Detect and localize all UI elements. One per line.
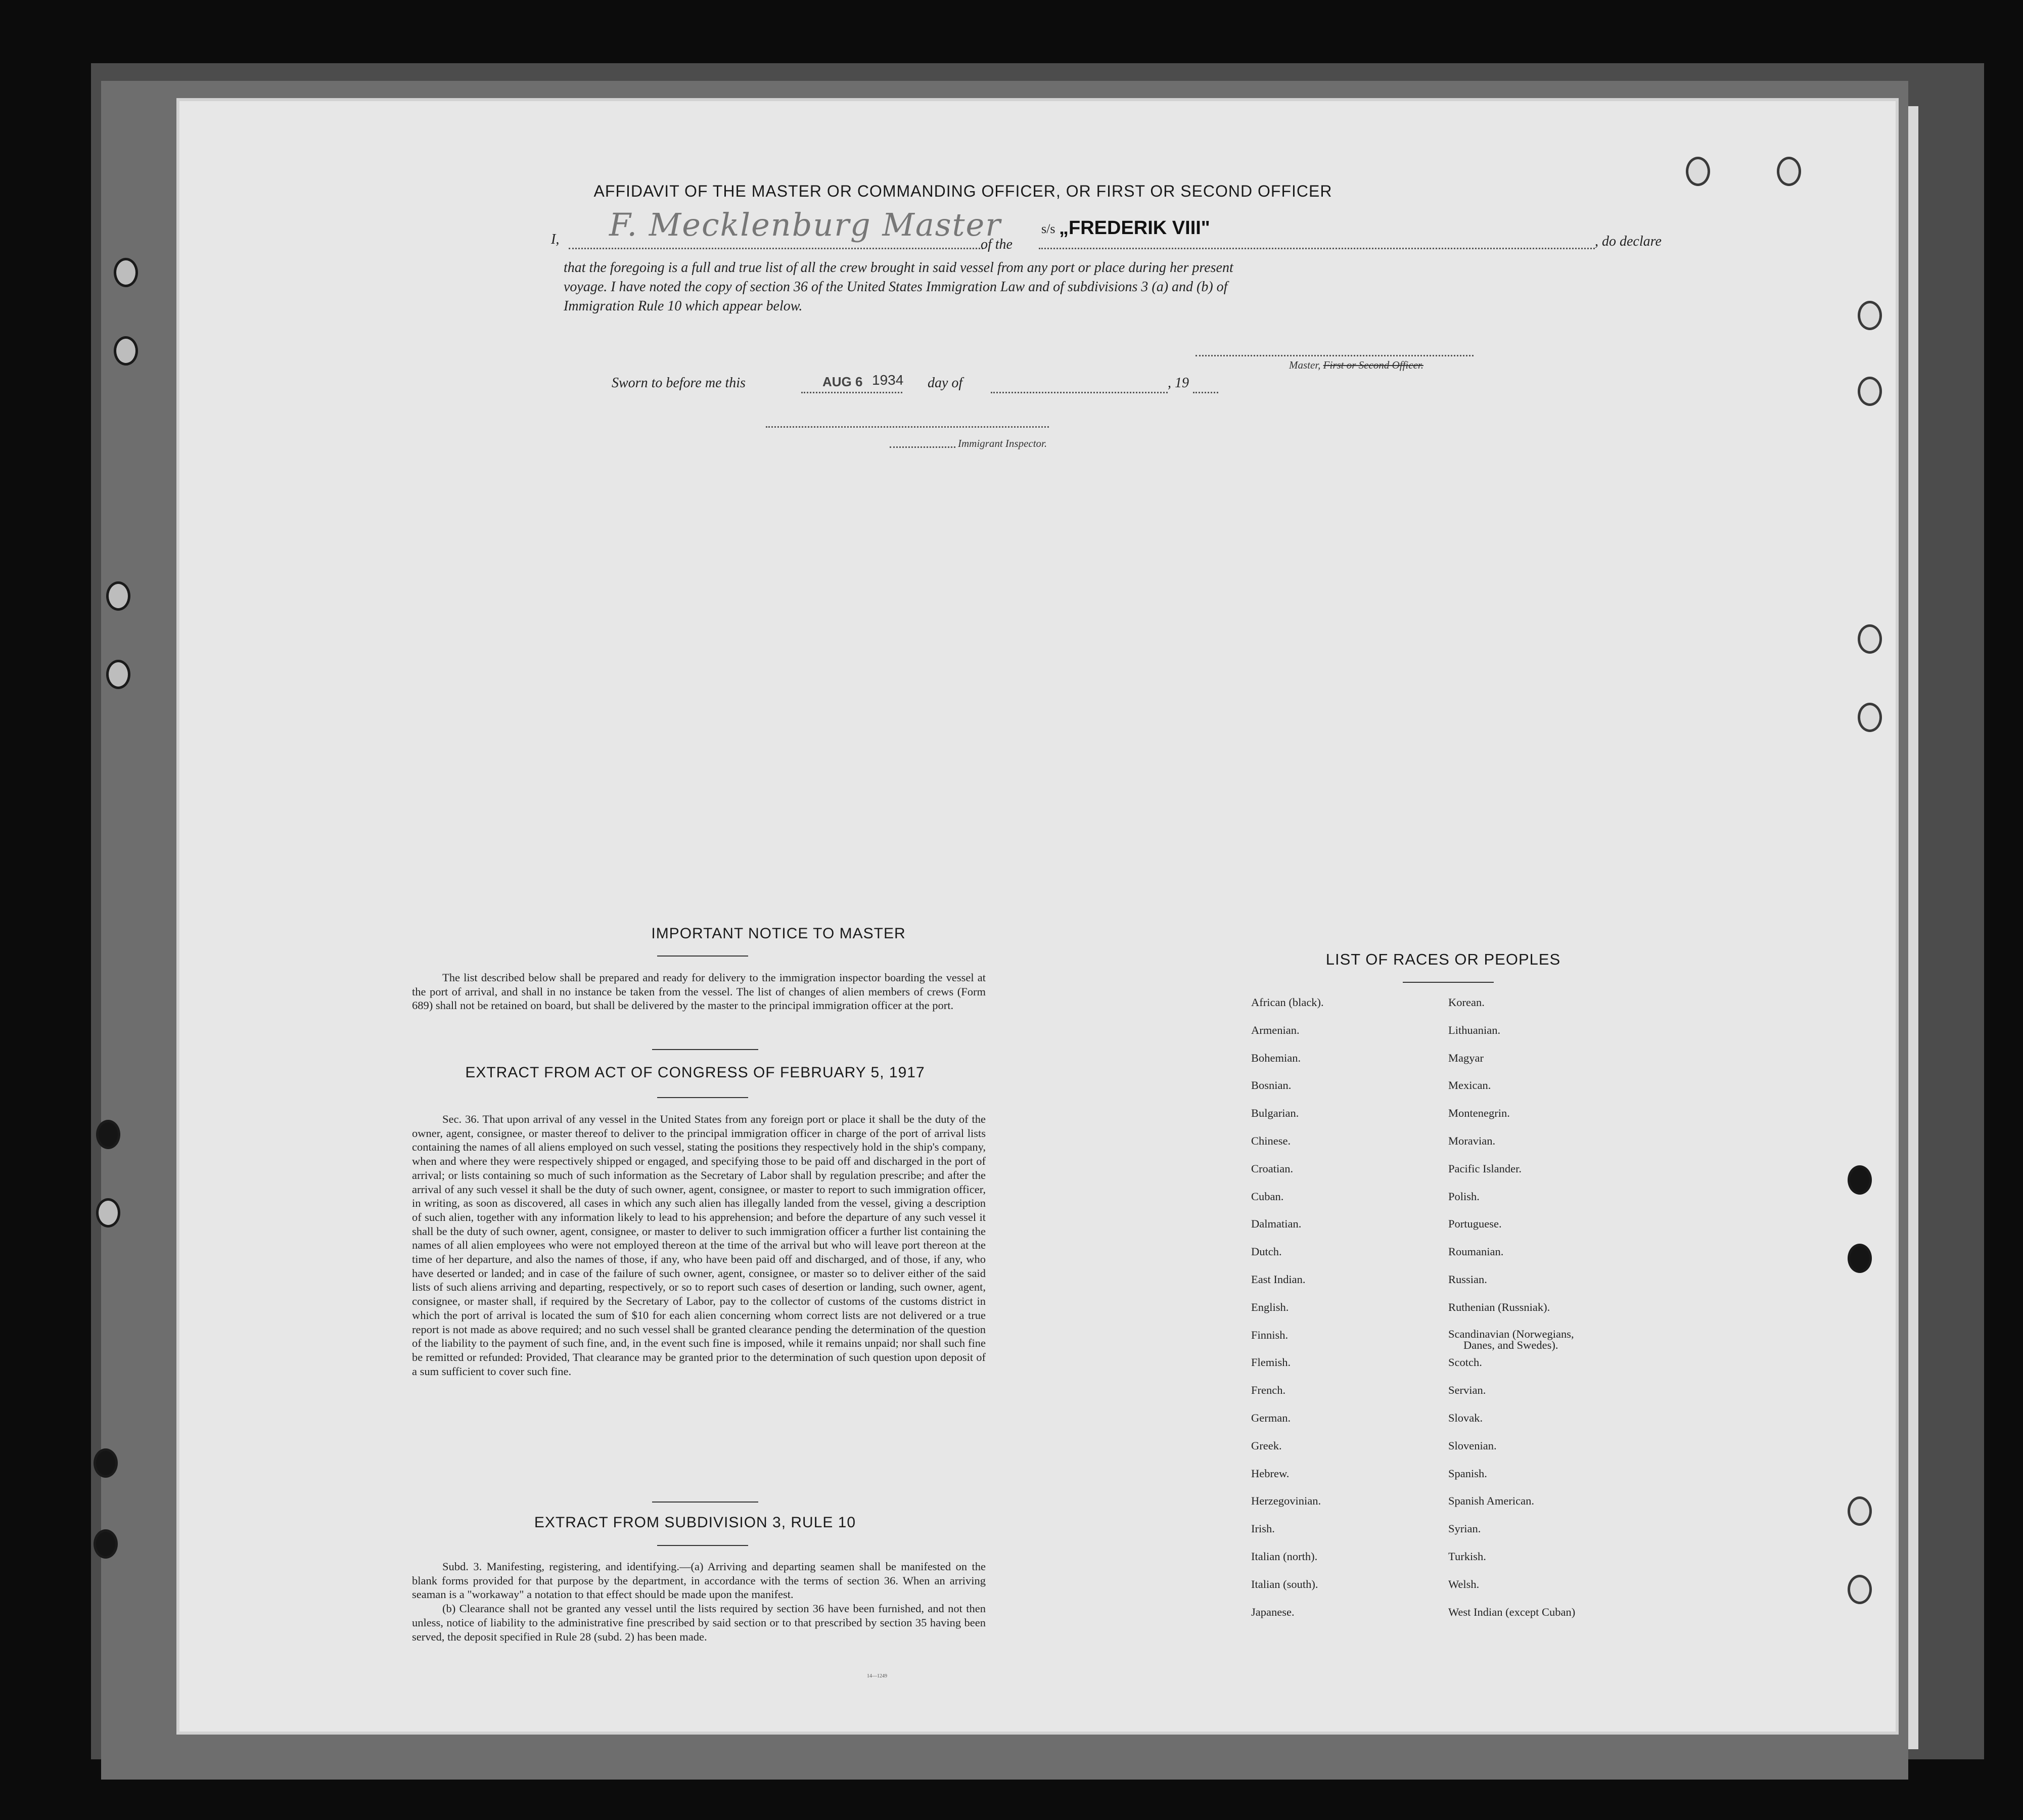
races-title: LIST OF RACES OR PEOPLES bbox=[1325, 950, 1561, 968]
race-item: Bosnian. bbox=[1251, 1079, 1292, 1092]
race-item: Italian (south). bbox=[1251, 1577, 1318, 1590]
race-item bbox=[1448, 1329, 1575, 1356]
affidavit-title: AFFIDAVIT OF THE MASTER OR COMMANDING OFFICER, OR FIRST OR SECOND OFFICER bbox=[593, 182, 1332, 200]
race-item: Ruthenian (Russniak). bbox=[1448, 1300, 1550, 1313]
race-item: African (black). bbox=[1251, 996, 1324, 1009]
punch-hole-icon bbox=[1686, 157, 1710, 186]
master-role-label bbox=[1289, 359, 1423, 372]
inspector-label-line bbox=[890, 446, 955, 448]
race-item-scandinavian: Scandinavian (Norwegians, bbox=[1448, 1327, 1574, 1340]
punch-hole-icon bbox=[1858, 377, 1882, 406]
race-item: Slovenian. bbox=[1448, 1439, 1497, 1452]
race-item: Pacific Islander. bbox=[1448, 1162, 1522, 1175]
notice-text bbox=[412, 971, 986, 1013]
punch-hole-icon bbox=[1848, 1496, 1872, 1526]
race-item: Chinese. bbox=[1251, 1134, 1291, 1147]
signature-line bbox=[569, 248, 983, 249]
race-item: Slovak. bbox=[1448, 1411, 1483, 1424]
race-item: Cuban. bbox=[1251, 1190, 1284, 1203]
punch-hole-icon bbox=[1848, 1244, 1872, 1273]
race-item: Portuguese. bbox=[1448, 1217, 1502, 1231]
races-rule bbox=[1403, 982, 1494, 983]
race-item: Dalmatian. bbox=[1251, 1217, 1302, 1231]
race-item: Bulgarian. bbox=[1251, 1107, 1299, 1120]
race-item: German. bbox=[1251, 1411, 1291, 1424]
race-item: Finnish. bbox=[1251, 1328, 1289, 1341]
race-item: West Indian (except Cuban) bbox=[1448, 1605, 1576, 1618]
race-item-scandinavian-cont: Danes, and Swedes). bbox=[1463, 1338, 1558, 1351]
punch-hole-icon bbox=[1858, 703, 1882, 732]
race-item: Irish. bbox=[1251, 1522, 1275, 1535]
master-role-officer: First or Second Officer. bbox=[1323, 359, 1423, 371]
binder-hole-icon bbox=[114, 336, 138, 366]
notice-paragraph: The list described below shall be prepared and ready for delivery to the immigration inspector boarding the vessel at the port of arrival, and shall in no instance be taken from the vessel. The list of changes of alien members of crews (Form 689) shall not be retained on board, but shall be delivered by the master to the principal immigration officer at the port. bbox=[412, 971, 986, 1012]
sworn-label: Sworn to before me this bbox=[612, 375, 746, 391]
races-right-column bbox=[1448, 996, 1575, 1633]
inspector-label: Immigrant Inspector. bbox=[958, 437, 1047, 449]
race-item: Hebrew. bbox=[1251, 1467, 1290, 1480]
race-item: Servian. bbox=[1448, 1384, 1486, 1397]
binder-hole-icon bbox=[106, 660, 130, 689]
day-of-label: day of bbox=[928, 375, 963, 391]
race-item: French. bbox=[1251, 1384, 1286, 1397]
act-top-rule bbox=[652, 1049, 758, 1050]
vessel-line bbox=[1039, 248, 1595, 249]
races-left-column bbox=[1251, 996, 1324, 1633]
month-line bbox=[991, 392, 1168, 393]
year-line bbox=[1193, 392, 1218, 393]
act-extract-text bbox=[412, 1112, 986, 1378]
act-title-rule bbox=[657, 1097, 748, 1098]
race-item: Bohemian. bbox=[1251, 1051, 1301, 1064]
binder-hole-icon bbox=[94, 1529, 118, 1559]
rule-paragraph-a: Subd. 3. Manifesting, registering, and identifying.—(a) Arriving and departing seamen shall be manifested on the blank forms provided for that purpose by the department, in accordance with the terms of section 36. When an arriving seaman is a "workaway" a notation to that effect should be made upon the manifest. bbox=[412, 1560, 986, 1601]
rule-title-rule bbox=[657, 1545, 748, 1546]
year-label: , 19 bbox=[1168, 375, 1189, 391]
date-stamp-day: AUG 6 bbox=[822, 374, 863, 389]
race-item: Italian (north). bbox=[1251, 1550, 1318, 1563]
immigration-form-page bbox=[179, 101, 1896, 1732]
form-code: 14—1249 bbox=[867, 1673, 887, 1679]
race-item: Montenegrin. bbox=[1448, 1107, 1510, 1120]
binder-hole-icon bbox=[114, 258, 138, 287]
inspector-signature-line bbox=[766, 426, 1049, 428]
punch-hole-icon bbox=[1777, 157, 1801, 186]
race-item: Dutch. bbox=[1251, 1245, 1282, 1258]
race-item: Greek. bbox=[1251, 1439, 1282, 1452]
race-item: Scotch. bbox=[1448, 1356, 1482, 1369]
race-item: Croatian. bbox=[1251, 1162, 1294, 1175]
rule-top-rule bbox=[652, 1502, 758, 1503]
vessel-prefix: s/s bbox=[1041, 221, 1055, 236]
affidavit-body-line-2: voyage. I have noted the copy of section 36 of the United States Immigration Law and of subdivisions 3 (a) and (b) of bbox=[564, 279, 1228, 295]
punch-hole-icon bbox=[1848, 1165, 1872, 1195]
rule-extract-text bbox=[412, 1560, 986, 1644]
notice-rule bbox=[657, 956, 748, 957]
race-item: Armenian. bbox=[1251, 1023, 1300, 1036]
race-item: Lithuanian. bbox=[1448, 1023, 1501, 1036]
master-signature: F. Mecklenburg Master bbox=[609, 206, 1001, 243]
of-the-label: of the bbox=[981, 237, 1013, 252]
race-item: Polish. bbox=[1448, 1190, 1480, 1203]
race-item: Spanish American. bbox=[1448, 1494, 1534, 1508]
binder-hole-icon bbox=[96, 1120, 120, 1149]
race-item: Magyar bbox=[1448, 1051, 1484, 1064]
punch-hole-icon bbox=[1848, 1575, 1872, 1604]
date-stamp-year: 1934 bbox=[872, 372, 904, 388]
rule-paragraph-b: (b) Clearance shall not be granted any vessel until the lists required by section 36 have been furnished, and not then unless, notice of liability to the administrative fine prescribed by said section or to that prescribed by section 35 having been served, the deposit specified in Rule 28 (subd. 2) has been made. bbox=[412, 1602, 986, 1643]
race-item: Korean. bbox=[1448, 996, 1485, 1009]
race-item: East Indian. bbox=[1251, 1272, 1306, 1286]
master-role-master: Master, bbox=[1289, 359, 1321, 371]
race-item: Welsh. bbox=[1448, 1577, 1480, 1590]
race-item: Mexican. bbox=[1448, 1079, 1491, 1092]
race-item: Roumanian. bbox=[1448, 1245, 1504, 1258]
rule-extract-title: EXTRACT FROM SUBDIVISION 3, RULE 10 bbox=[534, 1514, 856, 1531]
act-paragraph: Sec. 36. That upon arrival of any vessel in the United States from any foreign port or place it shall be the duty of the owner, agent, consignee, or master thereof to deliver to the principal immigration officer in charge of the port of arrival lists containing the names of all aliens employed on such vessel, stating the positions they respectively hold in the ship's company, when and where they were respectively shipped or engaged, and specifying those to be paid off and discharged in the port of arrival; or lists containing so much of such information as the Secretary of Labor shall by regulation prescribe; and after the arrival of any such vessel it shall be the duty of such owner, agent, consignee, or master to report to such immigration officer, in writing, as soon as discovered, all cases in which any such alien has illegally landed from the vessel, giving a description of such alien, together with any information likely to lead to his apprehension; and before the departure of any such vessel it shall be the duty of such owner, agent, consignee, or master to deliver to such immigration officer a further list containing the names of all alien employees who were not employed thereon at the time of the arrival but who will leave port thereon at the time of her departure, and also the names of those, if any, who have been paid off and discharged, and of those, if any, who have deserted or landed; and in case of the failure of such owner, agent, consignee, or master so to deliver either of the said lists of such aliens arriving and departing, respectively, or so to report such cases of desertion or landing, such owner, agent, consignee, or master shall, if required by the Secretary of Labor, pay to the collector of customs of the customs district in which the port of arrival is located the sum of $10 for each alien concerning whom correct lists are not delivered or a true report is not made as above required; and no such vessel shall be granted clearance pending the determination of the question of the liability to the payment of such fine, and, in the event such fine is imposed, while it remains unpaid; nor shall such fine be remitted or refunded: Provided, That clearance may be granted prior to the determination of such question upon deposit of a sum sufficient to cover such fine. bbox=[412, 1113, 986, 1378]
race-item: Japanese. bbox=[1251, 1605, 1295, 1618]
race-item: Turkish. bbox=[1448, 1550, 1486, 1563]
binder-hole-icon bbox=[96, 1198, 120, 1227]
race-item: Herzegovinian. bbox=[1251, 1494, 1321, 1508]
binder-hole-icon bbox=[94, 1448, 118, 1478]
page-edge bbox=[1908, 106, 1918, 1749]
punch-hole-icon bbox=[1858, 301, 1882, 330]
race-item: Russian. bbox=[1448, 1272, 1487, 1286]
affidavit-body-line-3: Immigration Rule 10 which appear below. bbox=[564, 298, 803, 314]
sworn-day-line bbox=[801, 392, 902, 393]
affidavit-body-line-1: that the foregoing is a full and true list of all the crew brought in said vessel from any port or place during her present bbox=[564, 260, 1233, 276]
binder-hole-icon bbox=[106, 581, 130, 611]
race-item: English. bbox=[1251, 1300, 1289, 1313]
punch-hole-icon bbox=[1858, 624, 1882, 654]
vessel-name: „FREDERIK VIII" bbox=[1059, 217, 1210, 239]
race-item: Syrian. bbox=[1448, 1522, 1481, 1535]
master-signature-line bbox=[1196, 355, 1474, 356]
affidavit-prefix: I, bbox=[551, 232, 560, 247]
do-declare-label: , do declare bbox=[1595, 234, 1662, 249]
race-item: Flemish. bbox=[1251, 1356, 1291, 1369]
race-item: Moravian. bbox=[1448, 1134, 1496, 1147]
race-item: Spanish. bbox=[1448, 1467, 1487, 1480]
act-extract-title: EXTRACT FROM ACT OF CONGRESS OF FEBRUARY 5, 1917 bbox=[465, 1064, 925, 1081]
notice-title: IMPORTANT NOTICE TO MASTER bbox=[651, 925, 906, 942]
